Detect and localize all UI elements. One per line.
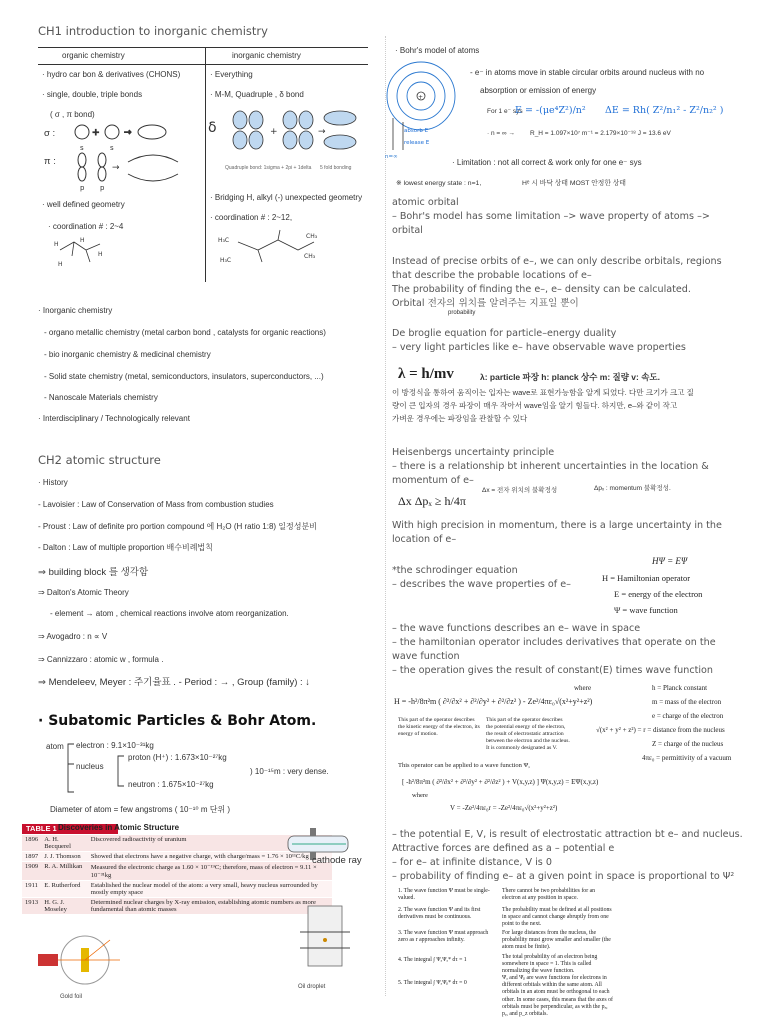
history-item: ⇒ building block 를 생각함 xyxy=(38,567,149,578)
applied-note: This operator can be applied to a wave function Ψ, xyxy=(398,762,530,769)
inorg-row: · Bridging H, alkyl (-) unexpected geometry xyxy=(210,193,363,202)
lowest-state: ※ lowest energy state : n=1, xyxy=(396,180,482,187)
bohr-line-2: absorption or emission of energy xyxy=(480,86,597,95)
probability-word: probability xyxy=(448,310,476,316)
org-row: · single, double, triple bonds xyxy=(42,90,143,99)
svg-text:H = -h²/8π²m ( ∂²/∂x² + ∂²/∂y²: H = -h²/8π²m ( ∂²/∂x² + ∂²/∂y² + ∂²/∂z² ) - Ze²/4πε₀√(x²+y²+z²) xyxy=(394,697,593,706)
svg-text:H: H xyxy=(80,237,85,244)
bohr-energy-eq: E = -(μe⁴Z²)/n² xyxy=(515,105,586,116)
rule-left: 4. The integral ∫ ΨₐΨₐ* dτ = 1 xyxy=(398,957,467,963)
inorg-list-item: - organo metallic chemistry (metal carbon bond , catalysts for organic reactions) xyxy=(44,328,326,337)
head-organic: organic chemistry xyxy=(62,51,125,60)
lambda-eq: λ = h/mv xyxy=(398,366,454,382)
orbital-line: – Bohr's model has some limitation –> wave property of atoms –> xyxy=(392,211,710,222)
schro-def: E = energy of the electron xyxy=(614,589,703,599)
const-def: e = charge of the electron xyxy=(652,712,724,720)
head-inorganic: inorganic chemistry xyxy=(232,51,301,60)
table-row: 1909 R. A. Millikan Measured the electronic charge as 1.60 × 10⁻¹⁹C; therefore, mass of electron = 9.11 × 10⁻³¹kg xyxy=(22,862,332,881)
org-row: · coordination # : 2~4 xyxy=(48,222,124,231)
org-row: · well defined geometry xyxy=(42,200,125,209)
svg-text:H: H xyxy=(54,241,59,248)
org-row: ( σ , π bond) xyxy=(50,110,95,119)
wave-equation-icon xyxy=(400,770,620,820)
table1-caption: Discoveries in Atomic Structure xyxy=(58,823,180,832)
svg-text:+: + xyxy=(270,127,278,137)
svg-text:→: → xyxy=(124,128,132,138)
nucleus-label: nucleus xyxy=(76,762,104,771)
svg-text:δ: δ xyxy=(208,120,217,136)
org-row: π : xyxy=(44,156,56,167)
ch2-title: CH2 atomic structure xyxy=(38,453,161,467)
bohr-delta-eq: ΔE = Rh( Z²/n₁² - Z²/n₂² ) xyxy=(605,105,724,116)
history-item: ⇒ Dalton's Atomic Theory xyxy=(38,588,129,597)
svg-text:V = -Ze²/4πε₀r = -Ze²/4πε₀√(x²: V = -Ze²/4πε₀r = -Ze²/4πε₀√(x²+y²+z²) xyxy=(450,804,558,812)
proton-mass: proton (H⁺) : 1.673×10⁻²⁷kg xyxy=(128,753,227,762)
svg-text:[ -h²/8π²m ( ∂²/∂x² + ∂²/∂y² +: [ -h²/8π²m ( ∂²/∂x² + ∂²/∂y² + ∂²/∂z² ) + V(x,y,z) ] Ψ(x,y,z) = EΨ(x,y,z) xyxy=(402,778,599,786)
orbital-para: that describe the probable locations of e– xyxy=(392,270,592,281)
svg-text:H₃C: H₃C xyxy=(220,257,232,264)
wavefn-line: wave function xyxy=(392,651,460,662)
table-row: 1897 J. J. Thomson Showed that electrons have a negative charge, with charge/mass = 1.76 × 10¹¹C/kg xyxy=(22,852,332,862)
where-label: where xyxy=(574,684,592,692)
gold-foil-apparatus-icon xyxy=(30,920,140,990)
oil-drop-apparatus-icon xyxy=(290,902,360,982)
schrodinger: *the schrodinger equation xyxy=(392,565,518,576)
wavefn-line: – the hamiltonian operator includes derivatives that operate on the xyxy=(392,637,716,648)
lambda-note: λ: particle 파장 h: planck 상수 m: 질량 v: 속도. xyxy=(480,372,660,382)
where-label-2: where xyxy=(412,792,428,799)
high-precision: With high precision in momentum, there is a large uncertainty in the xyxy=(392,520,722,531)
rule-left: 5. The integral ∫ ΨₐΨᵦ* dτ = 0 xyxy=(398,980,467,986)
heis-note-1: Δx = 전자 위치의 불확정성 xyxy=(482,487,558,494)
rule-left: 2. The wave function Ψ and its first derivatives must be continuous. xyxy=(398,907,481,921)
release-label: release E xyxy=(404,140,430,146)
org-row: σ : xyxy=(44,128,56,139)
table-row: 1913 H. G. J. Moseley Determined nuclear charges by X-ray emission, establishing atomic numbers as more fundamental than atomic masses xyxy=(22,898,332,915)
heis-line: Heisenbergs uncertainty principle xyxy=(392,447,555,458)
potential-line: – for e– at infinite distance, V is 0 xyxy=(392,857,552,868)
kinetic-note: This part of the operator describes the kinetic energy of the electron, its energy of motion. xyxy=(398,717,480,737)
history-item: - element → atom , chemical reactions involve atom reorganization. xyxy=(50,609,289,618)
bohr-eq-prefix: For 1 e⁻ sys xyxy=(487,108,523,115)
schro-def: H = Hamiltonian operator xyxy=(602,573,691,583)
kr-explain: 가벼운 경우에는 파장임을 관찰할 수 있다 xyxy=(392,414,528,423)
bridging-sketch-icon xyxy=(218,228,338,268)
svg-text:p: p xyxy=(80,184,85,192)
history-item: · History xyxy=(38,478,68,487)
svg-text:→: → xyxy=(318,127,326,137)
history-item: - Dalton : Law of multiple proportion 배수비례법칙 xyxy=(38,543,213,552)
svg-text:CH₃: CH₃ xyxy=(306,233,318,240)
svg-text:H₃C: H₃C xyxy=(218,237,230,244)
cathode-ray-label: cathode ray xyxy=(312,855,362,866)
svg-text:s: s xyxy=(110,144,114,152)
inorg-list-item: - Nanoscale Materials chemistry xyxy=(44,393,158,402)
inorg-row: · coordination # : 2~12, xyxy=(210,213,293,222)
inorg-row: · Everything xyxy=(210,70,253,79)
svg-text:+: + xyxy=(418,94,424,101)
schrodinger: – describes the wave properties of e– xyxy=(392,579,571,590)
table1-label: TABLE 1 xyxy=(26,824,57,833)
rule-right: Ψₐ and Ψᵦ are wave functions for electrons in different orbitals within the same atom. All orbitals in an atom must be orthogonal to each other. In some cases, this means that the axes of orbitals must be perpendicular, as with the pₓ, pᵧ, and p_z orbitals. xyxy=(502,975,613,1018)
high-precision: location of e– xyxy=(392,534,457,545)
rule-left: 1. The wave function Ψ must be single-valued. xyxy=(398,888,490,902)
atom-label: atom xyxy=(46,742,64,751)
inorg-list-item: - Solid state chemistry (metal, semiconductors, insulators, superconductors, ...) xyxy=(44,372,324,381)
const-def: Z = charge of the nucleus xyxy=(652,740,724,748)
table-row: 1911 E. Rutherford Established the nuclear model of the atom: a very small, heavy nucleus surrounded by mostly empty space xyxy=(22,881,332,898)
wavefn-line: – the operation gives the result of constant(E) times wave function xyxy=(392,665,713,676)
inorg-list-item: - bio inorganic chemistry & medicinal chemistry xyxy=(44,350,211,359)
orbital-line: orbital xyxy=(392,225,423,236)
rule-right: The probability must be defined at all positions in space and cannot change abruptly from one point to the next. xyxy=(502,907,612,928)
heis-note-2: Δpₓ : momentum 불확정성. xyxy=(594,485,671,492)
orbital-para: The probability of finding the e–, e– density can be calculated. xyxy=(392,284,691,295)
history-item: ⇒ Avogadro : n ∝ V xyxy=(38,632,108,641)
d-orbital-sketch-icon xyxy=(208,104,368,164)
history-item: - Lavoisier : Law of Conservation of Mass from combustion studies xyxy=(38,500,274,509)
svg-text:→: → xyxy=(112,163,120,173)
rydberg-const: R_H = 1.097×10⁷ m⁻¹ = 2.179×10⁻¹⁸ J = 13.6 eV xyxy=(530,130,671,137)
table-row: 1896 A. H. Becquerel Discovered radioactivity of uranium xyxy=(22,835,332,852)
history-item: ⇒ Mendeleev, Meyer : 주기율표 . - Period : → , Group (family) : ↓ xyxy=(38,677,311,688)
dense-note: ) 10⁻¹⁵m : very dense. xyxy=(250,767,329,776)
absorb-label: absorb E xyxy=(404,128,429,134)
schro-def: HΨ = EΨ xyxy=(652,556,688,566)
inorg-list-item: · Inorganic chemistry xyxy=(38,306,113,315)
wavefn-line: – the wave functions describes an e– wave in space xyxy=(392,623,641,634)
svg-text:H: H xyxy=(58,261,63,268)
bohr-title: · Bohr's model of atoms xyxy=(395,46,480,55)
bohr-limitation: · Limitation : not all correct & work only for one e⁻ sys xyxy=(452,158,642,167)
potential-line: – the potential E, V, is result of electrostatic attraction bt e– and nucleus. xyxy=(392,829,743,840)
history-item: - Proust : Law of definite pro portion compound 에 H₂O (H ratio 1:8) 일정성분비 xyxy=(38,522,317,531)
n-infinity: · n = ∞ → xyxy=(487,130,515,137)
const-def: m = mass of the electron xyxy=(652,698,722,706)
inorg-row: · M-M, Quadruple , δ bond xyxy=(210,90,304,99)
quadruple-caption: Quadruple bond: 1sigma + 2pi + 1delta xyxy=(225,165,312,171)
svg-text:p: p xyxy=(100,184,105,192)
rule-right: The total probability of an electron being somewhere in space = 1. This is called normalizing the wave function. xyxy=(502,954,598,975)
rule-left: 3. The wave function Ψ must approach zero as r approaches infinity. xyxy=(398,930,489,944)
kr-explain: 이 방정식을 통하여 움직이는 입자는 wave로 표현가능함을 알게 되었다. 다만 크기가 크고 질 xyxy=(392,388,694,397)
oil-droplet-label: Oil droplet xyxy=(298,984,326,990)
heis-line: momentum of e– xyxy=(392,475,474,486)
sigma-pi-sketch-icon xyxy=(60,122,200,192)
rule-right: There cannot be two probabilities for an electron at any position in space. xyxy=(502,888,596,902)
org-row: · hydro car bon & derivatives (CHONS) xyxy=(42,70,181,79)
debroglie-line: De broglie equation for particle–energy duality xyxy=(392,328,617,339)
cathode-ray-tube-icon xyxy=(280,826,380,881)
nucleus-bracket-icon xyxy=(112,752,128,792)
potential-note: This part of the operator describes the potential energy of the electron, the result of electrostatic attraction between the electron and the nucleus. It is commonly designated as V. xyxy=(486,717,570,751)
lowest-state-kr: Hᵉ 시 바닥 상태 MOST 안정한 상태 xyxy=(522,180,626,187)
svg-text:n=∞: n=∞ xyxy=(385,154,398,160)
heis-eq: Δx Δpₓ ≥ h/4π xyxy=(398,494,466,508)
const-def: 4πε₀ = permittivity of a vacuum xyxy=(642,754,732,762)
const-def: √(x² + y² + z²) = r = distance from the nucleus xyxy=(596,726,725,734)
svg-text:s: s xyxy=(80,144,84,152)
molecule-sketch-icon xyxy=(50,232,130,272)
fivefold-caption: 5 fold bonding xyxy=(320,165,352,171)
potential-line: Attractive forces are defined as a – potential e xyxy=(392,843,615,854)
svg-text:CH₃: CH₃ xyxy=(304,253,316,260)
ch1-title: CH1 introduction to inorganic chemistry xyxy=(38,24,268,38)
const-def: h = Planck constant xyxy=(652,684,708,692)
bohr-atom-diagram-icon xyxy=(383,58,478,163)
svg-text:+: + xyxy=(92,128,100,138)
svg-text:H: H xyxy=(98,251,103,258)
schro-def: Ψ = wave function xyxy=(614,605,678,615)
orbital-para: Orbital 전자의 위치를 알려주는 지표일 뿐이 xyxy=(392,298,579,309)
electron-mass: electron : 9.1×10⁻³¹kg xyxy=(76,741,154,750)
gold-foil-label: Gold foil xyxy=(60,994,83,1000)
history-item: ⇒ Cannizzaro : atomic w , formula . xyxy=(38,655,164,664)
orbital-heading: atomic orbital xyxy=(392,197,459,208)
inorg-list-item: · Interdisciplinary / Technologically relevant xyxy=(38,414,190,423)
orbital-para: Instead of precise orbits of e–, we can only describe orbitals, regions xyxy=(392,256,722,267)
heis-line: – there is a relationship bt inherent uncertainties in the location & xyxy=(392,461,709,472)
debroglie-line: – very light particles like e– have observable wave properties xyxy=(392,342,686,353)
diameter-note: Diameter of atom = few angstroms ( 10⁻¹⁰ m 단위 ) xyxy=(50,805,231,814)
subatomic-title: · Subatomic Particles & Bohr Atom. xyxy=(38,713,317,729)
rule-right: For large distances from the nucleus, the probability must grow smaller and smaller (the atom must be finite). xyxy=(502,930,611,951)
kr-explain: 량이 큰 입자의 경우 파장이 매우 작아서 wave임을 알기 힘들다. 하지만, e–와 같이 작고 xyxy=(392,401,678,410)
bohr-line-1: - e⁻ in atoms move in stable circular orbits around nucleus with no xyxy=(470,68,705,77)
potential-line: – probability of finding e– at a given point in space is proportional to Ψ² xyxy=(392,871,735,882)
neutron-mass: neutron : 1.675×10⁻²⁷kg xyxy=(128,780,214,789)
